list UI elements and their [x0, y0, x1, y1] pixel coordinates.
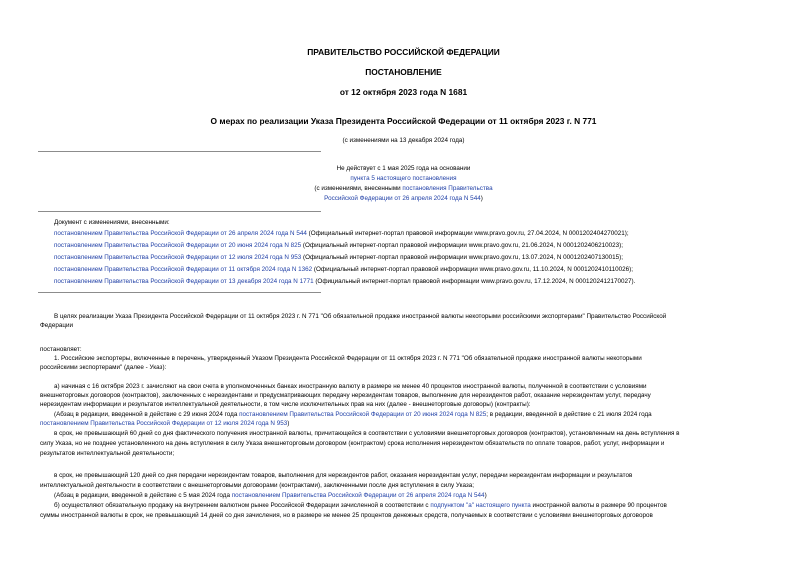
intro-text: Федерации [40, 322, 73, 329]
subparagraph-b [54, 502, 667, 510]
amendment-source: (Официальный интернет-портал правовой информации www.pravo.gov.ru, 11.10.2024, N 0001202410110026); [312, 266, 633, 273]
subparagraph-b-link[interactable]: подпунктом "а" настоящего пункта [430, 502, 531, 509]
edition-note-link[interactable]: постановлением Правительства Российской Федерации от 26 апреля 2024 года N 544 [231, 492, 485, 499]
edition-note [54, 492, 487, 500]
subparagraph-text: в срок, не превышающий 60 дней со дня фактического получения иностранной валюты, причитающейся в соответствии с условиями внешнеторговых договоров (контрактов), установленным на день вступления в [54, 430, 680, 437]
document-date-number: от 12 октября 2023 года N 1681 [339, 87, 468, 97]
amendment-link[interactable]: постановлением Правительства Российской Федерации от 12 июля 2024 года N 953 [54, 254, 302, 261]
edition-note-prefix: (Абзац в редакции, введенной в действие с 5 мая 2024 года [54, 492, 232, 499]
status-amendment-line [0, 185, 807, 192]
subparagraph-text: результатов интеллектуальной деятельности; [40, 450, 175, 457]
amendment-item [54, 278, 635, 285]
subparagraph-a: а) начиная с 16 октября 2023 г. зачисляют на свои счета в уполномоченных банках иностранную валюту в размере не менее 40 процентов иностранной валюты, полученной в соответствии с условиями [54, 383, 647, 390]
divider [38, 151, 321, 152]
amendment-source: (Официальный интернет-портал правовой информации www.pravo.gov.ru, 21.06.2024, N 0001202406210023); [301, 242, 623, 249]
subparagraph-text: интеллектуальной деятельности в соответствии с внешнеторговыми договорами (контрактами), заключенными после дня вступления в силу Указа; [40, 482, 475, 489]
paragraph-1: российскими экспортерами" (далее - Указ): [40, 364, 167, 371]
amendment-link[interactable]: постановлением Правительства Российской Федерации от 26 апреля 2024 года N 544 [54, 230, 307, 237]
status-amendment-suffix: ) [480, 195, 483, 202]
amendment-link[interactable]: постановлением Правительства Российской Федерации от 11 октября 2024 года N 1362 [54, 266, 313, 273]
subparagraph-b-suffix: иностранной валюты в размере 90 процентов [530, 502, 667, 509]
document-type: ПОСТАНОВЛЕНИЕ [365, 67, 442, 77]
divider [38, 211, 321, 212]
government-name: ПРАВИТЕЛЬСТВО РОССИЙСКОЙ ФЕДЕРАЦИИ [307, 47, 500, 57]
revision-note: (с изменениями на 13 декабря 2024 года) [342, 137, 465, 144]
subparagraph-a: нерезидентам информации и результатов интеллектуальной деятельности, в том числе исключительных прав на них (далее - внешнеторговые договоры) (контракты): [40, 401, 531, 408]
paragraph-1: 1. Российские экспортеры, включенные в перечень, утвержденный Указом Президента Российской Федерации от 11 октября 2023 г. N 771 "Об обязательной продаже иностранной валюты некоторыми [54, 355, 642, 362]
status-amendment-link-2[interactable]: Российской Федерации от 26 апреля 2024 года N 544 [324, 195, 481, 202]
edition-note-link[interactable]: постановлением Правительства Российской Федерации от 20 июня 2024 года N 825 [239, 411, 487, 418]
amendment-link[interactable]: постановлением Правительства Российской Федерации от 13 декабря 2024 года N 1771 [54, 278, 314, 285]
document-title: О мерах по реализации Указа Президента Российской Федерации от 11 октября 2023 г. N 771 [210, 116, 597, 126]
edition-note-suffix: ) [484, 492, 487, 499]
amendment-source: (Официальный интернет-портал правовой информации www.pravo.gov.ru, 13.07.2024, N 0001202407130015); [301, 254, 624, 261]
divider [38, 292, 321, 293]
amendments-heading: Документ с изменениями, внесенными: [54, 219, 170, 226]
subparagraph-text: в срок, не превышающий 120 дней со дня передачи нерезидентам товаров, выполнения для нерезидентов работ, оказания нерезидентам услуг, передачи нерезидентам информации и результатов [54, 472, 633, 479]
status-link[interactable]: пункта 5 настоящего постановления [350, 175, 457, 182]
edition-note [54, 411, 652, 419]
amendment-item [54, 266, 633, 273]
status-amendment-link[interactable]: постановления Правительства [402, 185, 493, 192]
amendment-item [54, 230, 629, 237]
amendment-item [54, 254, 623, 261]
subparagraph-text: силу Указа, но не позднее установленного на день вступления в силу Указа внешнеторговым договором (контрактом) срока исполнения нерезидентом обязательств по оплате товаров, работ, услуг, информации и [40, 440, 665, 447]
amendment-item [54, 242, 623, 249]
edition-note-link[interactable]: постановлением Правительства Российской Федерации от 12 июля 2024 года N 953 [40, 420, 288, 427]
resolves-word: постановляет: [40, 346, 82, 353]
edition-note-suffix: ) [287, 420, 290, 427]
amendment-link[interactable]: постановлением Правительства Российской Федерации от 20 июня 2024 года N 825 [54, 242, 302, 249]
intro-text: В целях реализации Указа Президента Российской Федерации от 11 октября 2023 г. N 771 "Об обязательной продаже иностранной валюты некоторыми российскими экспортерами" Правительство Российской [54, 313, 667, 320]
status-amendment-line-2 [0, 195, 807, 202]
status-amendment-prefix: (с изменениями, внесенными [314, 185, 403, 192]
subparagraph-a: внешнеторговых договоров (контрактов), заключенных с нерезидентами и предусматривающих передачу нерезидентам товаров, выполнение для нерезидентов работ, оказание нерезидентам услуг, передачу [40, 392, 651, 399]
amendment-source: (Официальный интернет-портал правовой информации www.pravo.gov.ru, 17.12.2024, N 0001202412170027). [313, 278, 636, 285]
subparagraph-b-prefix: б) осуществляют обязательную продажу на внутреннем валютном рынке Российской Федерации зачисленной в соответствии с [54, 502, 431, 509]
edition-note-prefix: (Абзац в редакции, введенной в действие с 29 июня 2024 года [54, 411, 240, 418]
status-line: Не действует с 1 мая 2025 года на основании [336, 165, 471, 172]
edition-note [40, 420, 289, 428]
edition-note-mid: ; в редакции, введенной в действие с 21 июля 2024 года [486, 411, 652, 418]
amendment-source: (Официальный интернет-портал правовой информации www.pravo.gov.ru, 27.04.2024, N 0001202404270021); [306, 230, 629, 237]
subparagraph-b: суммы иностранной валюты в срок, не превышающий 14 дней со дня зачисления, но в размере не менее 25 процентов денежных средств, получаемых в соответствии с условиями внешнеторговых договоров [40, 512, 653, 519]
